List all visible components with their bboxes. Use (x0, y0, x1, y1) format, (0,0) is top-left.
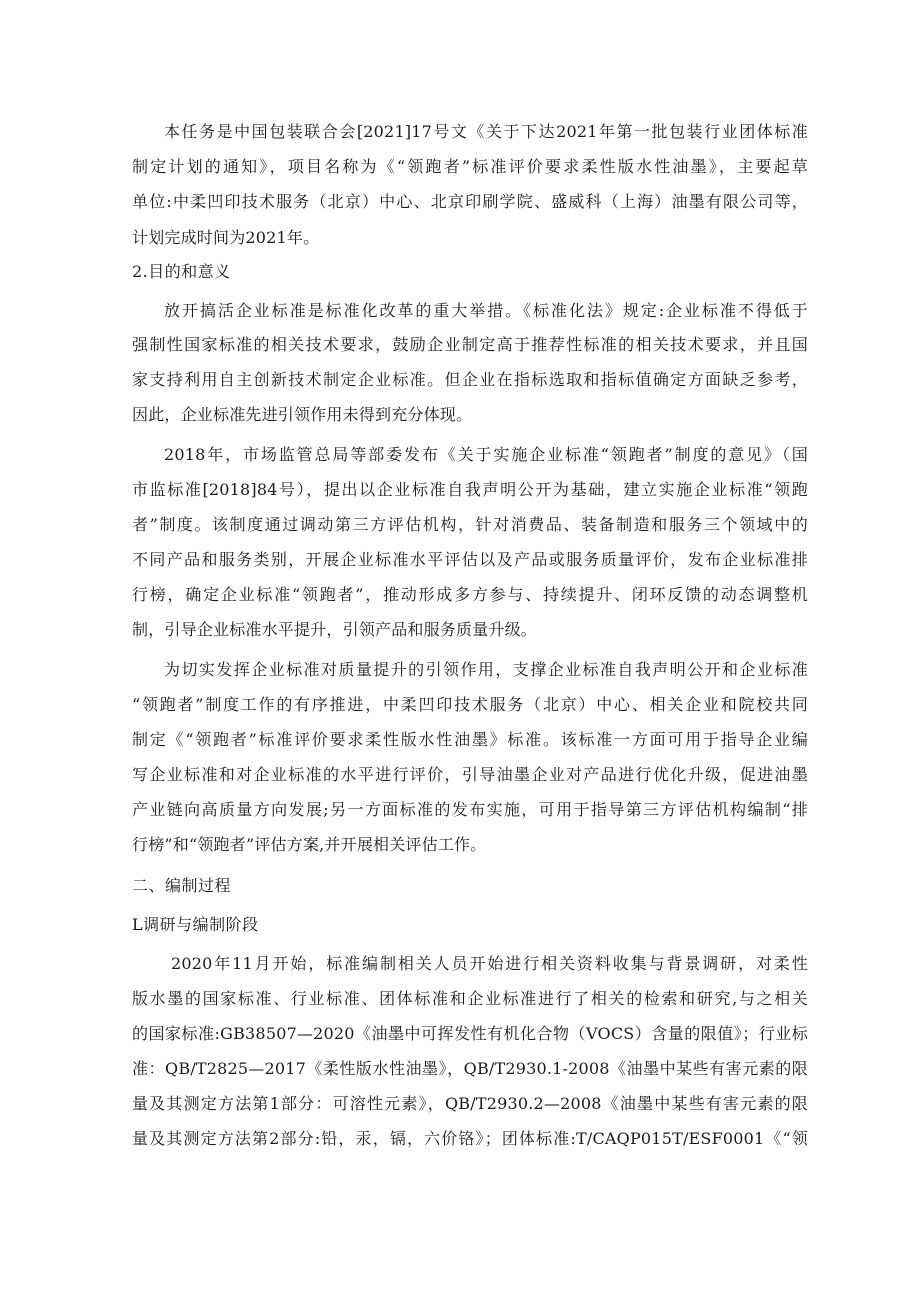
purpose-paragraph-2-line-5: 行榜，确定企业标准“领跑者”，推动形成多方参与、持续提升、闭环反馈的动态调整机 (132, 585, 808, 604)
purpose-paragraph-1-line-3: 家支持利用自主创新技术制定企业标准。但企业在指标选取和指标值确定方面缺乏参考， (132, 370, 808, 389)
research-paragraph-line-2: 版水墨的国家标准、行业标准、团体标准和企业标准进行了相关的检索和研究,与之相关 (132, 989, 808, 1008)
purpose-paragraph-3-line-3: 制定《“领跑者”标准评价要求柔性版水性油墨》标准。该标准一方面可用于指导企业编 (132, 730, 808, 749)
purpose-paragraph-2-line-2: 市监标准[2018]84号），提出以企业标准自我声明公开为基础，建立实施企业标准“领跑 (132, 480, 808, 499)
task-paragraph-line-3: 单位:中柔凹印技术服务（北京）中心、北京印刷学院、盛威科（上海）油墨有限公司等， (132, 192, 808, 211)
section-heading-research: L调研与编制阶段 (132, 915, 259, 934)
purpose-paragraph-2-line-1: 2018年，市场监管总局等部委发布《关于实施企业标准“领跑者”制度的意见》（国 (164, 445, 808, 464)
research-paragraph-line-5: 量及其测定方法第1部分：可溶性元素》，QB/T2930.2—2008《油墨中某些有害元素的限 (132, 1094, 808, 1113)
purpose-paragraph-3-line-4: 写企业标准和对企业标准的水平进行评价，引导油墨企业对产品进行优化升级，促进油墨 (132, 765, 808, 784)
purpose-paragraph-2-line-4: 不同产品和服务类别，开展企业标准水平评估以及产品或服务质量评价，发布企业标准排 (132, 550, 808, 569)
section-heading-process: 二、编制过程 (132, 876, 232, 895)
purpose-paragraph-3-line-5: 产业链向高质量方向发展;另一方面标准的发布实施，可用于指导第三方评估机构编制“排 (132, 800, 808, 819)
research-paragraph-line-3: 的国家标准:GB38507—2020《油墨中可挥发性有机化合物（VOCS）含量的限值》；行业标 (132, 1024, 808, 1043)
purpose-paragraph-2-line-3: 者”制度。该制度通过调动第三方评估机构，针对消费品、装备制造和服务三个领域中的 (132, 515, 808, 534)
purpose-paragraph-3-line-2: “领跑者”制度工作的有序推进，中柔凹印技术服务（北京）中心、相关企业和院校共同 (132, 695, 808, 714)
section-heading-purpose: 2.目的和意义 (132, 262, 231, 281)
research-paragraph-line-1: 2020年11月开始，标准编制相关人员开始进行相关资料收集与背景调研，对柔性 (171, 954, 808, 973)
research-paragraph-line-4: 准：QB/T2825—2017《柔性版水性油墨》，QB/T2930.1-2008《油墨中某些有害元素的限 (132, 1059, 808, 1078)
purpose-paragraph-2-line-6: 制，引导企业标准水平提升，引领产品和服务质量升级。 (132, 620, 538, 639)
task-paragraph-line-4: 计划完成时间为2021年。 (132, 228, 320, 247)
purpose-paragraph-3-line-6: 行榜”和“领跑者”评估方案,并开展相关评估工作。 (132, 835, 487, 854)
purpose-paragraph-1-line-1: 放开搞活企业标准是标准化改革的重大举措。《标准化法》规定:企业标准不得低于 (164, 301, 808, 320)
task-paragraph-line-2: 制定计划的通知》，项目名称为《“领跑者”标准评价要求柔性版水性油墨》，主要起草 (132, 157, 808, 176)
research-paragraph-line-6: 量及其测定方法第2部分:铅，汞，镉，六价铬》；团体标准:T/CAQP015T/ESF0001《“领 (132, 1129, 808, 1148)
purpose-paragraph-1-line-4: 因此，企业标准先进引领作用未得到充分体现。 (132, 405, 473, 424)
purpose-paragraph-3-line-1: 为切实发挥企业标准对质量提升的引领作用，支撑企业标准自我声明公开和企业标准 (164, 660, 808, 679)
task-paragraph-line-1: 本任务是中国包装联合会[2021]17号文《关于下达2021年第一批包装行业团体标准 (164, 122, 808, 141)
purpose-paragraph-1-line-2: 强制性国家标准的相关技术要求，鼓励企业制定高于推荐性标准的相关技术要求，并且国 (132, 335, 808, 354)
